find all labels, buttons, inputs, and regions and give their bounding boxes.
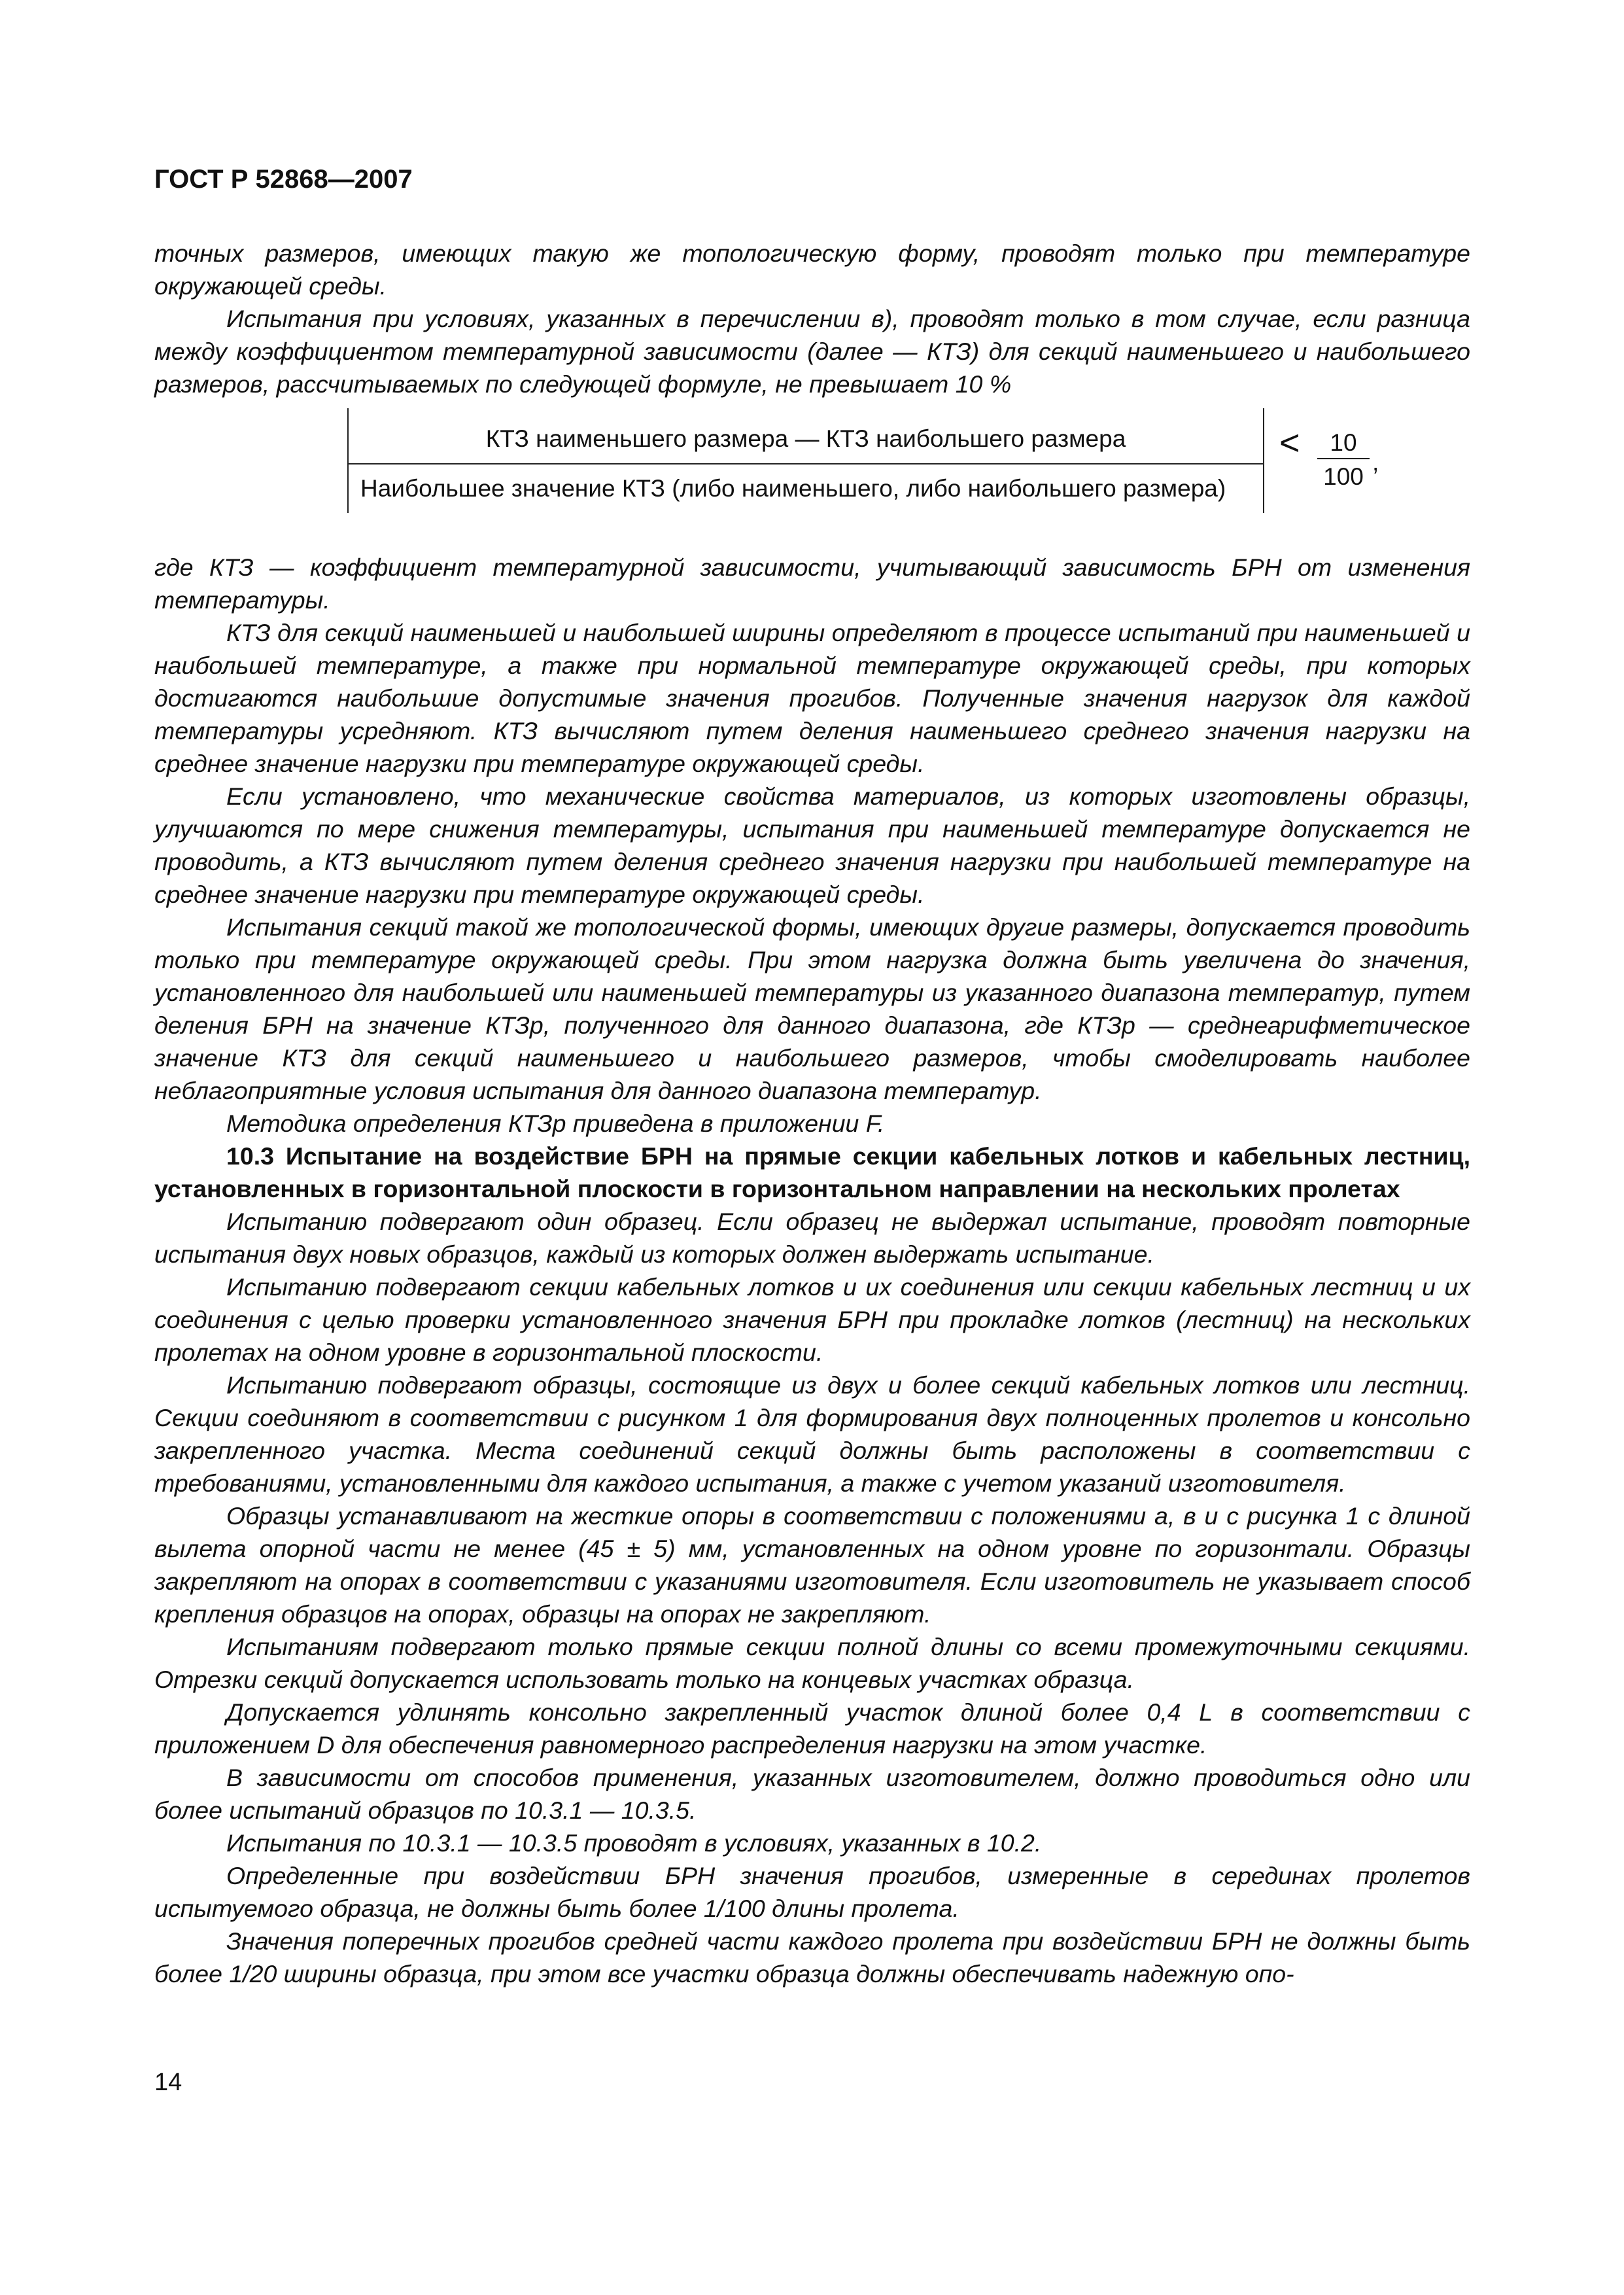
rhs-denominator: 100 [1323, 463, 1364, 490]
paragraph: Испытанию подвергают образцы, состоящие из двух и более секций кабельных лотков или лестниц. Секции соединяют в соответствии с рисунком 1 для формирования двух полноценных пролетов и консольно закрепленного участка. Места соединений секций должны быть расположены в соответствии с требованиями, установленными для каждого испытания, а также с учетом указаний изготовителя. [154, 1371, 1470, 1497]
document-header: ГОСТ Р 52868—2007 [154, 165, 413, 194]
paragraph: КТЗ для секций наименьшей и наибольшей ширины определяют в процессе испытаний при наименьшей и наибольшей температуре, а также при нормальной температуре окружающей среды, при которых достигаются наибольшие допустимые значения прогибов. Полученные значения нагрузок для каждой температуры усредняют. КТЗ вычисляют путем деления наименьшего среднего значения нагрузки на среднее значение нагрузки при температуре окружающей среды. [154, 619, 1470, 777]
paragraph: Методика определения КТЗр приведена в приложении F. [226, 1110, 885, 1137]
paragraph: где КТЗ — коэффициент температурной зависимости, учитывающий зависимость БРН от изменения температуры. [154, 553, 1470, 614]
formula-denominator: Наибольшее значение КТЗ (либо наименьшего, либо наибольшего размера) [360, 475, 1226, 502]
paragraph: Испытания по 10.3.1 — 10.3.5 проводят в условиях, указанных в 10.2. [226, 1829, 1042, 1857]
paragraph: Значения поперечных прогибов средней части каждого пролета при воздействии БРН не должны быть более 1/20 ширины образца, при этом все участки образца должны обеспечивать надежную опо- [154, 1927, 1470, 1988]
fraction-bar [349, 463, 1263, 464]
formula-numerator: КТЗ наименьшего размера — КТЗ наибольшего размера [485, 425, 1126, 452]
page-number: 14 [154, 2069, 182, 2096]
paragraph: Определенные при воздействии БРН значения прогибов, измеренные в серединах пролетов испытуемого образца, не должны быть более 1/100 длины пролета. [154, 1862, 1470, 1922]
paragraph: Испытания секций такой же топологической формы, имеющих другие размеры, допускается проводить только при температуре окружающей среды. При этом нагрузка должна быть увеличена до значения, установленного для наибольшей или наименьшей температуры из указанного диапазона температур, путем деления БРН на значение КТЗр, полученного для данного диапазона, где КТЗр — среднеарифметическое значение КТЗ для секций наименьшего и наибольшего размеров, чтобы смоделировать наиболее неблагоприятные условия испытания для данного диапазона температур. [154, 913, 1470, 1104]
paragraph: В зависимости от способов применения, указанных изготовителем, должно проводиться одно или более испытаний образцов по 10.3.1 — 10.3.5. [154, 1764, 1470, 1824]
less-than-sign: < [1279, 423, 1300, 463]
formula [154, 400, 1470, 551]
paragraph: Допускается удлинять консольно закрепленный участок длиной более 0,4 L в соответствии с приложением D для обеспечения равномерного распределения нагрузки на этом участке. [154, 1698, 1470, 1759]
rhs-numerator: 10 [1330, 429, 1357, 456]
paragraph: Испытаниям подвергают только прямые секции полной длины со всеми промежуточными секциями. Отрезки секций допускается использовать только на концевых участках образца. [154, 1633, 1470, 1693]
paragraph: Испытанию подвергают один образец. Если образец не выдержал испытание, проводят повторные испытания двух новых образцов, каждый из которых должен выдержать испытание. [154, 1208, 1470, 1268]
rhs-comma: , [1372, 449, 1379, 476]
rhs-fraction-bar [1317, 458, 1370, 459]
paragraph: Образцы устанавливают на жесткие опоры в соответствии с положениями а, в и с рисунка 1 с длиной вылета опорной части не менее (45 ± 5) мм, установленных на одном уровне по горизонтали. Образцы закрепляют на опорах в соответствии с указаниями изготовителя. Если изготовитель не указывает способ крепления образцов на опорах, образцы на опорах не закрепляют. [154, 1502, 1470, 1628]
paragraph: Испытания при условиях, указанных в перечислении в), проводят только в том случае, если разница между коэффициентом температурной зависимости (далее — КТЗ) для секций наименьшего и наибольшего размеров, рассчитываемых по следующей формуле, не превышает 10 % [154, 305, 1470, 398]
paragraph: Если установлено, что механические свойства материалов, из которых изготовлены образцы, улучшаются по мере снижения температуры, испытания при наименьшей температуре допускается не проводить, а КТЗ вычисляют путем деления среднего значения нагрузки при наибольшей температуре на среднее значение нагрузки при температуре окружающей среды. [154, 782, 1470, 908]
section-heading: 10.3 Испытание на воздействие БРН на прямые секции кабельных лотков и кабельных лестниц, установленных в горизонтальной плоскости в горизонтальном направлении на нескольких пролетах [154, 1142, 1470, 1202]
paragraph: точных размеров, имеющих такую же топологическую форму, проводят только при температуре окружающей среды. [154, 239, 1470, 300]
formula-fraction [347, 408, 1264, 513]
document-body [154, 237, 1470, 1990]
paragraph: Испытанию подвергают секции кабельных лотков и их соединения или секции кабельных лестниц и их соединения с целью проверки установленного значения БРН при прокладке лотков (лестниц) на нескольких пролетах на одном уровне в горизонтальной плоскости. [154, 1273, 1470, 1366]
